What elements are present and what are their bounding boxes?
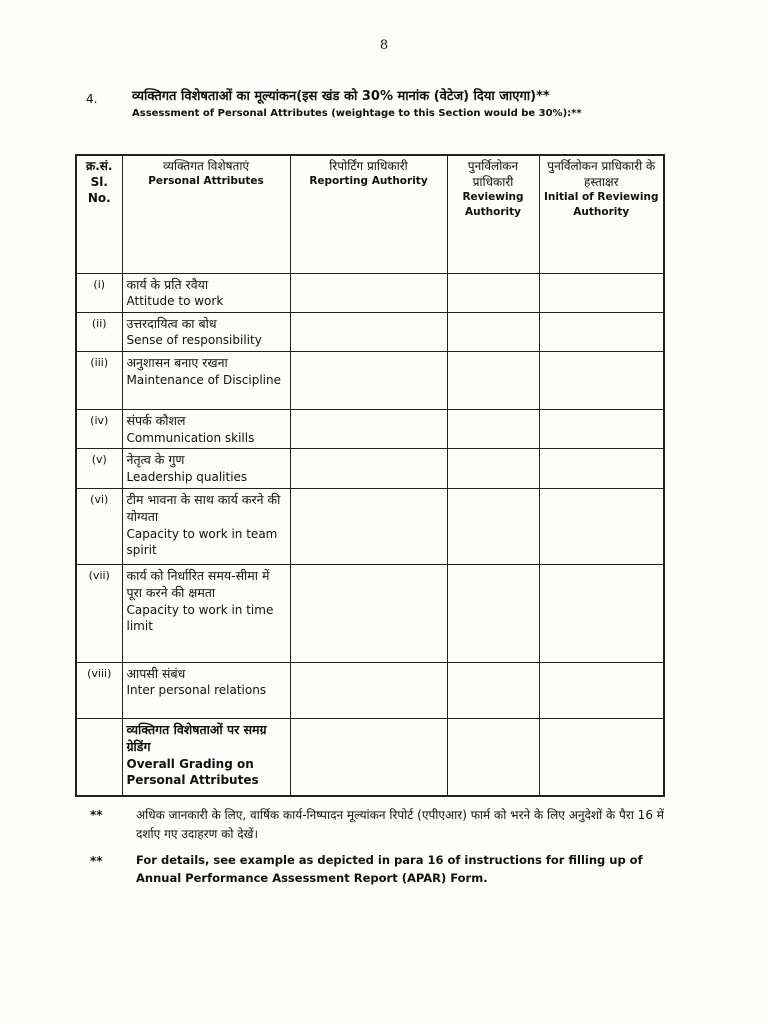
table-header-row [76,155,664,273]
table-row [76,564,664,662]
reporting-authority-cell[interactable] [290,449,447,488]
row-sl-no: (viii) [76,662,122,718]
table-row [76,449,664,488]
header-reviewing-authority: पुनर्विलोकन प्राधिकारी Reviewing Authority [447,155,539,273]
initial-cell[interactable] [539,410,664,449]
reporting-authority-cell[interactable] [290,662,447,718]
row-attribute: आपसी संबंध Inter personal relations [122,662,290,718]
reviewing-authority-cell[interactable] [447,564,539,662]
reporting-authority-cell[interactable] [290,718,447,796]
initial-cell[interactable] [539,662,664,718]
reviewing-authority-cell[interactable] [447,488,539,564]
initial-cell[interactable] [539,488,664,564]
page-number: 8 [379,38,389,53]
row-attribute: कार्य को निर्धारित समय-सीमा में पूरा करने की क्षमता Capacity to work in time limit [122,564,290,662]
row-attribute: कार्य के प्रति रवैया Attitude to work [122,273,290,312]
row-attribute: संपर्क कौशल Communication skills [122,410,290,449]
initial-cell[interactable] [539,449,664,488]
row-attribute: अनुशासन बनाए रखना Maintenance of Discipline [122,352,290,410]
reviewing-authority-cell[interactable] [447,352,539,410]
row-sl-no: (iii) [76,352,122,410]
row-attribute: टीम भावना के साथ कार्य करने की योग्यता Capacity to work in team spirit [122,488,290,564]
initial-cell[interactable] [539,564,664,662]
initial-cell[interactable] [539,718,664,796]
footnote-english [90,852,680,888]
table-row [76,662,664,718]
footnote-hindi [90,806,680,843]
footnote-mark: ** [90,854,103,868]
reviewing-authority-cell[interactable] [447,312,539,351]
reporting-authority-cell[interactable] [290,352,447,410]
reviewing-authority-cell[interactable] [447,662,539,718]
header-initial-reviewing-authority: पुनर्विलोकन प्राधिकारी के हस्ताक्षर Initial of Reviewing Authority [539,155,664,273]
reviewing-authority-cell[interactable] [447,410,539,449]
section-number: 4. [86,92,98,106]
footnote-mark: ** [90,808,103,822]
initial-cell[interactable] [539,312,664,351]
header-reporting-authority: रिपोर्टिंग प्राधिकारी Reporting Authority [290,155,447,273]
overall-grading-row [76,718,664,796]
reviewing-authority-cell[interactable] [447,449,539,488]
row-sl-no [76,718,122,796]
table-row [76,488,664,564]
header-personal-attributes: व्यक्तिगत विशेषताएं Personal Attributes [122,155,290,273]
row-attribute: नेतृत्व के गुण Leadership qualities [122,449,290,488]
initial-cell[interactable] [539,352,664,410]
overall-grading-label: व्यक्तिगत विशेषताओं पर समग्र ग्रेडिंग Overall Grading on Personal Attributes [122,718,290,796]
reporting-authority-cell[interactable] [290,410,447,449]
reporting-authority-cell[interactable] [290,273,447,312]
initial-cell[interactable] [539,273,664,312]
row-sl-no: (vii) [76,564,122,662]
row-sl-no: (i) [76,273,122,312]
table-row [76,352,664,410]
footnote-text: अधिक जानकारी के लिए, वार्षिक कार्य-निष्पादन मूल्यांकन रिपोर्ट (एपीएआर) फार्म को भरने के लिए अनुदेशों के पैरा 16 में दर्शाए गए उदाहरण को देखें। [136,808,664,841]
section-title-english: Assessment of Personal Attributes (weightage to this Section would be 30%):** [132,108,582,119]
reviewing-authority-cell[interactable] [447,273,539,312]
row-sl-no: (ii) [76,312,122,351]
table-row [76,312,664,351]
row-sl-no: (vi) [76,488,122,564]
reporting-authority-cell[interactable] [290,488,447,564]
row-sl-no: (v) [76,449,122,488]
row-sl-no: (iv) [76,410,122,449]
footnote-text: For details, see example as depicted in para 16 of instructions for filling up of Annual Performance Assessment Report (APAR) Form. [136,853,643,885]
section-title-hindi: व्यक्तिगत विशेषताओं का मूल्यांकन(इस खंड को 30% मानांक (वेटेज) दिया जाएगा)** [132,89,550,104]
personal-attributes-table [75,154,665,797]
reporting-authority-cell[interactable] [290,564,447,662]
reporting-authority-cell[interactable] [290,312,447,351]
reviewing-authority-cell[interactable] [447,718,539,796]
table-row [76,410,664,449]
row-attribute: उत्तरदायित्व का बोध Sense of responsibility [122,312,290,351]
header-sl-no: क्र.सं. Sl. No. [76,155,122,273]
table-row [76,273,664,312]
